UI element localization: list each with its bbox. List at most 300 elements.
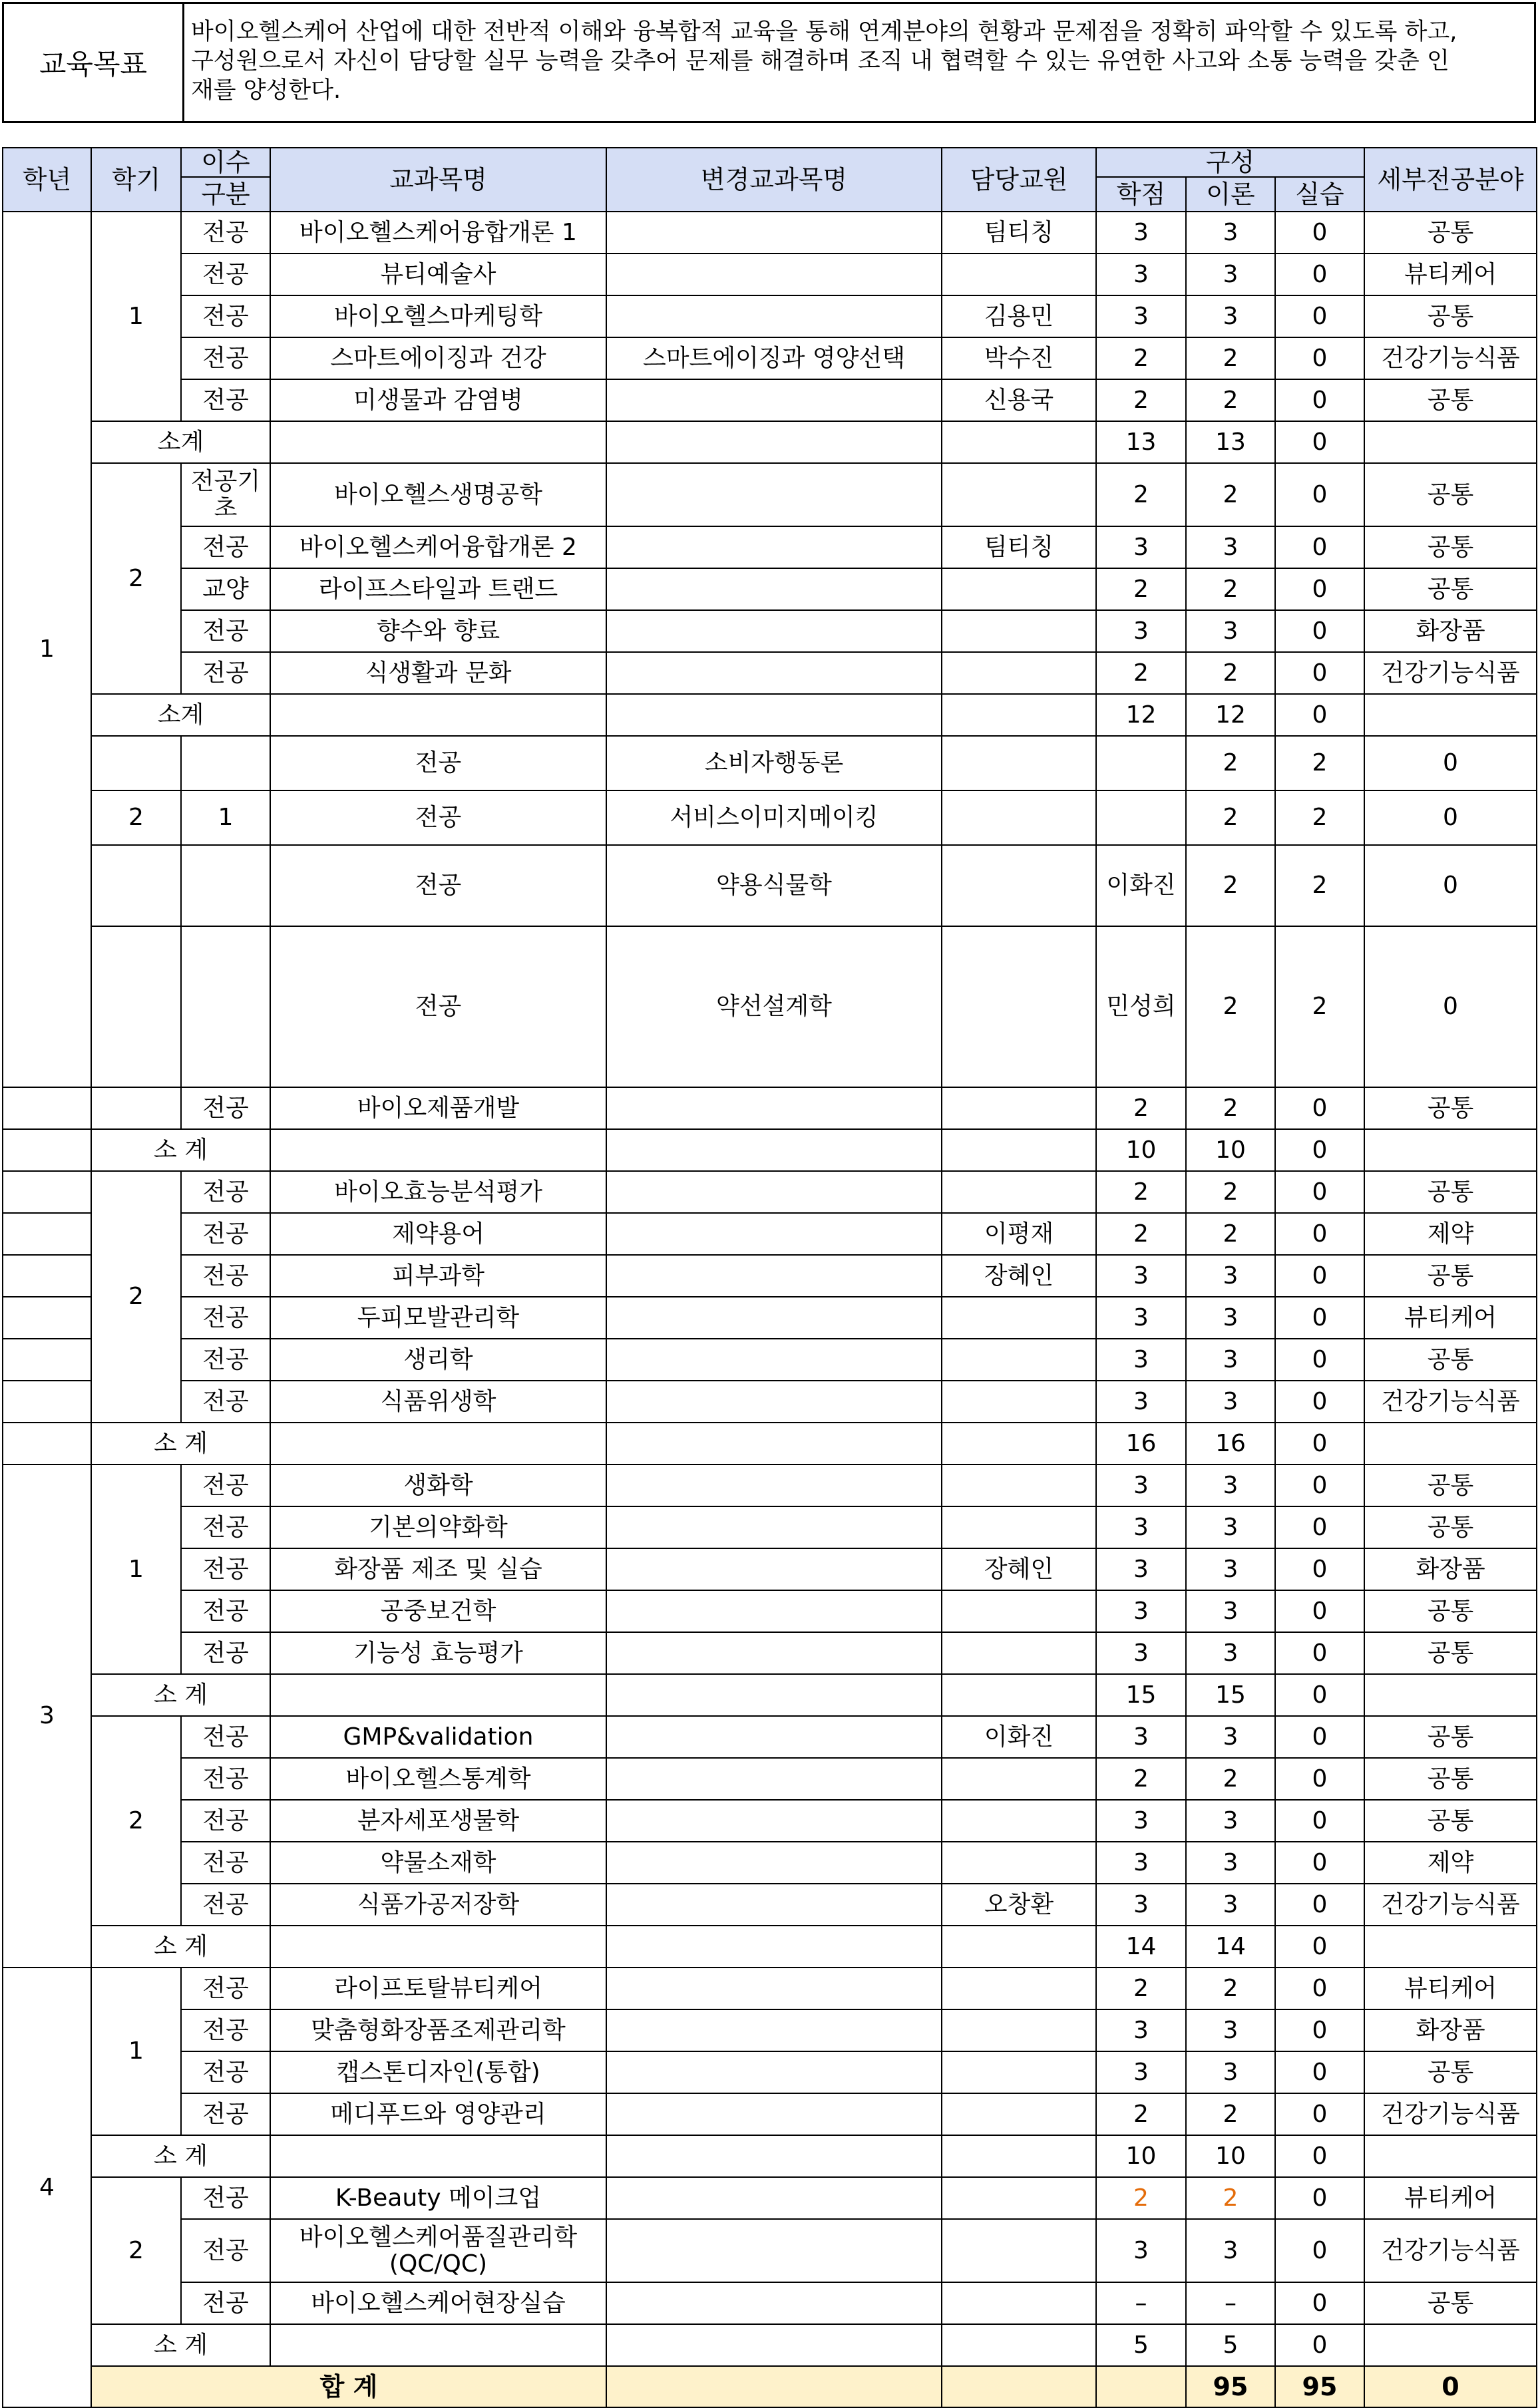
header-type-bottom: 구분: [181, 177, 270, 212]
professor: [942, 652, 1096, 694]
professor: [942, 1758, 1096, 1800]
professor: [942, 2051, 1096, 2093]
changed-course-name: [606, 1590, 942, 1632]
header-semester: 학기: [91, 148, 181, 212]
credit: 3: [1096, 212, 1186, 254]
subtotal-blank: [942, 2135, 1096, 2177]
header-professor: 담당교원: [942, 148, 1096, 212]
subtotal-credit: 13: [1096, 421, 1186, 463]
course-row: [3, 1087, 1537, 1129]
practice: 0: [1275, 1506, 1364, 1548]
subtotal-blank: [270, 421, 606, 463]
total-blank: [606, 2366, 942, 2407]
course-row: [3, 1339, 1537, 1381]
theory: 2: [1186, 337, 1275, 379]
course-name: 바이오헬스생명공학: [270, 463, 606, 526]
course-name: 바이오헬스케어품질관리학 (QC/QC): [270, 2219, 606, 2282]
course-row: [3, 2051, 1537, 2093]
changed-course-name: [606, 1842, 942, 1884]
header-field: 세부전공분야: [1364, 148, 1537, 212]
field: 공통: [1364, 2051, 1537, 2093]
professor: 신용국: [942, 379, 1096, 421]
course-type: 전공: [181, 1548, 270, 1590]
course-row: [3, 1213, 1537, 1255]
changed-course-name: [606, 1800, 942, 1842]
practice: 0: [1275, 1968, 1364, 2009]
professor: [942, 1339, 1096, 1381]
theory: 2: [1275, 845, 1364, 926]
theory: 2: [1186, 2093, 1275, 2135]
field: 화장품: [1364, 2009, 1537, 2051]
course-type: 전공: [181, 1884, 270, 1926]
theory: 2: [1186, 1968, 1275, 2009]
credit: 3: [1096, 1800, 1186, 1842]
credit: 3: [1096, 1506, 1186, 1548]
year-cell: [3, 1297, 91, 1339]
subtotal-theory: 10: [1186, 1129, 1275, 1171]
subtotal-credit: 10: [1096, 1129, 1186, 1171]
subtotal-blank: [270, 1423, 606, 1464]
professor: [942, 1590, 1096, 1632]
credit: 3: [1096, 1590, 1186, 1632]
subtotal-label: 소 계: [91, 1129, 270, 1171]
field: 공통: [1364, 212, 1537, 254]
credit: 3: [1096, 1381, 1186, 1423]
changed-course-name: [606, 1255, 942, 1297]
practice: 0: [1275, 1339, 1364, 1381]
course-name: 바이오헬스통계학: [270, 1758, 606, 1800]
practice: 0: [1275, 1884, 1364, 1926]
professor: 팀티칭: [942, 526, 1096, 568]
subtotal-theory: 13: [1186, 421, 1275, 463]
semester-cell: [181, 845, 270, 926]
professor: 민성희: [1096, 926, 1186, 1087]
credit: 2: [1096, 568, 1186, 610]
field: 공통: [1364, 379, 1537, 421]
course-row: [3, 1968, 1537, 2009]
course-name: 기본의약화학: [270, 1506, 606, 1548]
credit: 3: [1096, 610, 1186, 652]
practice: 0: [1275, 1255, 1364, 1297]
changed-course-name: [606, 1381, 942, 1423]
practice: 0: [1275, 463, 1364, 526]
course-type: 전공: [270, 736, 606, 790]
course-type: 전공: [181, 526, 270, 568]
course-type: 전공: [181, 610, 270, 652]
course-type: 전공: [181, 337, 270, 379]
practice: 0: [1275, 254, 1364, 295]
professor: [942, 1842, 1096, 1884]
course-name: 미생물과 감염병: [270, 379, 606, 421]
subtotal-label: 소 계: [91, 1926, 270, 1968]
subtotal-blank: [1364, 421, 1537, 463]
field: 공통: [1364, 1632, 1537, 1674]
subtotal-theory: 10: [1186, 2135, 1275, 2177]
changed-course-name: [606, 1087, 942, 1129]
course-name: GMP&validation: [270, 1716, 606, 1758]
course-name: 생리학: [270, 1339, 606, 1381]
course-type: 전공: [181, 2009, 270, 2051]
year-cell: 1: [3, 212, 91, 1087]
changed-course-name: [606, 1506, 942, 1548]
theory: 3: [1186, 1548, 1275, 1590]
credit: 2: [1186, 926, 1275, 1087]
course-row: [3, 379, 1537, 421]
changed-course-name: [606, 1297, 942, 1339]
semester-cell: 2: [91, 2177, 181, 2324]
credit: 3: [1096, 526, 1186, 568]
course-type: 전공: [181, 1590, 270, 1632]
subtotal-practice: 0: [1275, 694, 1364, 736]
field: 건강기능식품: [1364, 1884, 1537, 1926]
course-type: 전공: [181, 1297, 270, 1339]
course-name: 제약용어: [270, 1213, 606, 1255]
year-cell: [91, 845, 181, 926]
theory: 2: [1186, 1087, 1275, 1129]
course-name: 생화학: [270, 1464, 606, 1506]
practice: 0: [1275, 1758, 1364, 1800]
theory: 3: [1186, 1464, 1275, 1506]
course-row: [3, 790, 1537, 845]
theory: 3: [1186, 1884, 1275, 1926]
course-row: [3, 1632, 1537, 1674]
total-blank: [1096, 2366, 1186, 2407]
year-cell: [3, 1171, 91, 1213]
professor: [942, 1968, 1096, 2009]
practice: 0: [1364, 845, 1537, 926]
subtotal-blank: [1364, 2135, 1537, 2177]
practice: 0: [1275, 568, 1364, 610]
practice: 0: [1275, 1800, 1364, 1842]
subtotal-blank: [270, 1674, 606, 1716]
credit: 3: [1096, 1255, 1186, 1297]
theory: 3: [1186, 2051, 1275, 2093]
total-practice: 0: [1364, 2366, 1537, 2407]
professor: [942, 463, 1096, 526]
theory: 3: [1186, 1255, 1275, 1297]
practice: 0: [1364, 926, 1537, 1087]
course-type: 전공: [181, 1842, 270, 1884]
course-row: [3, 1297, 1537, 1339]
changed-course-name: [606, 2093, 942, 2135]
theory: 2: [1186, 1758, 1275, 1800]
professor: [942, 568, 1096, 610]
field: 공통: [1364, 1758, 1537, 1800]
subtotal-blank: [942, 421, 1096, 463]
field: 공통: [1364, 526, 1537, 568]
changed-course-name: [606, 1758, 942, 1800]
professor: [942, 1087, 1096, 1129]
practice: 0: [1364, 736, 1537, 790]
year-cell: [3, 1339, 91, 1381]
year-cell: [3, 1213, 91, 1255]
subtotal-credit: 10: [1096, 2135, 1186, 2177]
subtotal-label: 소계: [91, 421, 270, 463]
changed-course-name: [942, 790, 1096, 845]
professor: 김용민: [942, 295, 1096, 337]
header-type-top: 이수: [181, 148, 270, 177]
subtotal-practice: 0: [1275, 1926, 1364, 1968]
practice: 0: [1275, 1213, 1364, 1255]
course-row: [3, 1800, 1537, 1842]
semester-cell: 1: [181, 790, 270, 845]
course-row: [3, 337, 1537, 379]
header-composition: 구성: [1096, 148, 1364, 177]
course-name: 피부과학: [270, 1255, 606, 1297]
course-name: 약물소재학: [270, 1842, 606, 1884]
professor: [942, 1506, 1096, 1548]
field: 공통: [1364, 1255, 1537, 1297]
education-goal-line: 바이오헬스케어 산업에 대한 전반적 이해와 융복합적 교육을 통해 연계분야의 현황과 문제점을 정확히 파악할 수 있도록 하고,: [191, 19, 1457, 45]
changed-course-name: [606, 254, 942, 295]
course-type: 전공: [181, 1464, 270, 1506]
course-type: 전공: [181, 1632, 270, 1674]
course-type: 전공: [181, 1213, 270, 1255]
credit: 2: [1096, 2177, 1186, 2219]
course-row: [3, 652, 1537, 694]
subtotal-blank: [270, 2324, 606, 2366]
field: 화장품: [1364, 610, 1537, 652]
changed-course-name: [606, 379, 942, 421]
practice: 0: [1275, 212, 1364, 254]
field: 공통: [1364, 295, 1537, 337]
course-row: [3, 1548, 1537, 1590]
total-credit: 95: [1186, 2366, 1275, 2407]
total-row: [3, 2366, 1537, 2407]
changed-course-name: [606, 526, 942, 568]
changed-course-name: [606, 1884, 942, 1926]
theory: 3: [1186, 1590, 1275, 1632]
course-name: 바이오헬스마케팅학: [270, 295, 606, 337]
subtotal-credit: 16: [1096, 1423, 1186, 1464]
subtotal-row: [3, 1674, 1537, 1716]
course-row: [3, 2177, 1537, 2219]
practice: 0: [1275, 337, 1364, 379]
theory: 3: [1186, 212, 1275, 254]
credit: 2: [1186, 845, 1275, 926]
subtotal-blank: [606, 1674, 942, 1716]
theory: 3: [1186, 1842, 1275, 1884]
credit: 2: [1096, 652, 1186, 694]
field: 공통: [1364, 1716, 1537, 1758]
practice: 0: [1275, 2009, 1364, 2051]
theory: 3: [1186, 1800, 1275, 1842]
changed-course-name: [606, 1171, 942, 1213]
course-row: [3, 926, 1537, 1087]
changed-course-name: [606, 568, 942, 610]
course-name: 라이프토탈뷰티케어: [270, 1968, 606, 2009]
semester-cell: [181, 736, 270, 790]
professor: [942, 1297, 1096, 1339]
subtotal-theory: 16: [1186, 1423, 1275, 1464]
subtotal-practice: 0: [1275, 1129, 1364, 1171]
practice: 0: [1275, 1548, 1364, 1590]
year-cell: [3, 1087, 91, 1129]
practice: 0: [1275, 1716, 1364, 1758]
course-row: [3, 1464, 1537, 1506]
course-row: [3, 2219, 1537, 2282]
course-row: [3, 568, 1537, 610]
subtotal-blank: [1364, 1423, 1537, 1464]
header-theory: 이론: [1186, 177, 1275, 212]
subtotal-blank: [942, 1926, 1096, 1968]
professor: [942, 2177, 1096, 2219]
course-type: 전공: [181, 2051, 270, 2093]
subtotal-theory: 14: [1186, 1926, 1275, 1968]
course-type: 전공: [181, 652, 270, 694]
practice: 0: [1275, 1590, 1364, 1632]
course-row: [3, 2093, 1537, 2135]
curriculum-body: [3, 212, 1537, 2407]
subtotal-theory: 5: [1186, 2324, 1275, 2366]
professor: [1096, 790, 1186, 845]
subtotal-blank: [942, 1674, 1096, 1716]
professor: 팀티칭: [942, 212, 1096, 254]
subtotal-blank: [1364, 1926, 1537, 1968]
professor: [942, 2219, 1096, 2282]
practice: 0: [1275, 2177, 1364, 2219]
credit: 3: [1096, 1464, 1186, 1506]
course-row: [3, 1171, 1537, 1213]
field: 뷰티케어: [1364, 254, 1537, 295]
subtotal-label: 소 계: [91, 1423, 270, 1464]
course-type: 전공: [181, 254, 270, 295]
subtotal-blank: [942, 1129, 1096, 1171]
practice: 0: [1364, 790, 1537, 845]
field: 건강기능식품: [1364, 337, 1537, 379]
field: 공통: [1364, 463, 1537, 526]
theory: 3: [1186, 295, 1275, 337]
professor: 장혜인: [942, 1255, 1096, 1297]
theory: 3: [1186, 2219, 1275, 2282]
subtotal-blank: [942, 2324, 1096, 2366]
professor: [942, 2093, 1096, 2135]
credit: 3: [1096, 1842, 1186, 1884]
course-name: 바이오헬스케어현장실습: [270, 2282, 606, 2324]
field: 공통: [1364, 1464, 1537, 1506]
course-row: [3, 526, 1537, 568]
practice: 0: [1275, 1381, 1364, 1423]
credit: 2: [1096, 1171, 1186, 1213]
credit: 3: [1096, 2219, 1186, 2282]
year-cell: [3, 1129, 91, 1171]
subtotal-blank: [606, 2324, 942, 2366]
field: 건강기능식품: [1364, 1381, 1537, 1423]
theory: 3: [1186, 1632, 1275, 1674]
course-name: 식품위생학: [270, 1381, 606, 1423]
header-year: 학년: [3, 148, 91, 212]
subtotal-blank: [942, 694, 1096, 736]
field: 공통: [1364, 1339, 1537, 1381]
course-row: [3, 736, 1537, 790]
field: 공통: [1364, 1171, 1537, 1213]
theory: 3: [1186, 254, 1275, 295]
course-type: 전공: [270, 845, 606, 926]
semester-cell: [181, 926, 270, 1087]
subtotal-theory: 15: [1186, 1674, 1275, 1716]
professor: [942, 254, 1096, 295]
education-goal-label: 교육목표: [4, 4, 184, 121]
changed-course-name: [606, 2219, 942, 2282]
course-type: 전공: [181, 2219, 270, 2282]
year-cell: [91, 736, 181, 790]
theory: 3: [1186, 1716, 1275, 1758]
credit: 2: [1096, 1758, 1186, 1800]
theory: 3: [1186, 1339, 1275, 1381]
changed-course-name: [606, 295, 942, 337]
course-type: 전공: [181, 1255, 270, 1297]
theory: 2: [1186, 568, 1275, 610]
subtotal-blank: [606, 1423, 942, 1464]
course-name: K-Beauty 메이크업: [270, 2177, 606, 2219]
course-type: 전공: [181, 1968, 270, 2009]
field: 뷰티케어: [1364, 1968, 1537, 2009]
credit: 3: [1096, 254, 1186, 295]
theory: 3: [1186, 1381, 1275, 1423]
subtotal-row: [3, 2135, 1537, 2177]
header-practice: 실습: [1275, 177, 1364, 212]
field: 제약: [1364, 1842, 1537, 1884]
total-blank: [942, 2366, 1096, 2407]
semester-cell: 2: [91, 1716, 181, 1926]
course-row: [3, 212, 1537, 254]
credit: 2: [1096, 1968, 1186, 2009]
course-type: 전공: [181, 1171, 270, 1213]
subtotal-label: 소 계: [91, 2135, 270, 2177]
practice: 0: [1275, 652, 1364, 694]
course-name: 바이오헬스케어융합개론 2: [270, 526, 606, 568]
changed-course-name: [606, 1968, 942, 2009]
field: 제약: [1364, 1213, 1537, 1255]
changed-course-name: [606, 1548, 942, 1590]
subtotal-blank: [270, 694, 606, 736]
course-row: [3, 610, 1537, 652]
year-cell: [3, 1423, 91, 1464]
course-name: 공중보건학: [270, 1590, 606, 1632]
subtotal-blank: [606, 1129, 942, 1171]
course-type: 전공: [181, 2093, 270, 2135]
course-row: [3, 2282, 1537, 2324]
credit: 2: [1096, 379, 1186, 421]
course-name: 맞춤형화장품조제관리학: [270, 2009, 606, 2051]
subtotal-blank: [1364, 2324, 1537, 2366]
course-type: 전공: [181, 1506, 270, 1548]
theory: 3: [1186, 2009, 1275, 2051]
theory: 2: [1186, 2177, 1275, 2219]
curriculum-table: [2, 147, 1537, 2408]
practice: 0: [1275, 2093, 1364, 2135]
subtotal-blank: [270, 1129, 606, 1171]
subtotal-blank: [942, 1423, 1096, 1464]
total-label: 합 계: [91, 2366, 606, 2407]
practice: 0: [1275, 526, 1364, 568]
changed-course-name: [606, 212, 942, 254]
practice: 0: [1275, 2219, 1364, 2282]
subtotal-blank: [1364, 1129, 1537, 1171]
subtotal-label: 소계: [91, 694, 270, 736]
professor: [942, 1464, 1096, 1506]
changed-course-name: [606, 652, 942, 694]
changed-course-name: [606, 610, 942, 652]
subtotal-row: [3, 421, 1537, 463]
course-name: 스마트에이징과 건강: [270, 337, 606, 379]
course-name: 메디푸드와 영양관리: [270, 2093, 606, 2135]
theory: 2: [1275, 790, 1364, 845]
subtotal-label: 소 계: [91, 2324, 270, 2366]
course-row: [3, 1758, 1537, 1800]
changed-course-name: [606, 2177, 942, 2219]
credit: 3: [1096, 1632, 1186, 1674]
